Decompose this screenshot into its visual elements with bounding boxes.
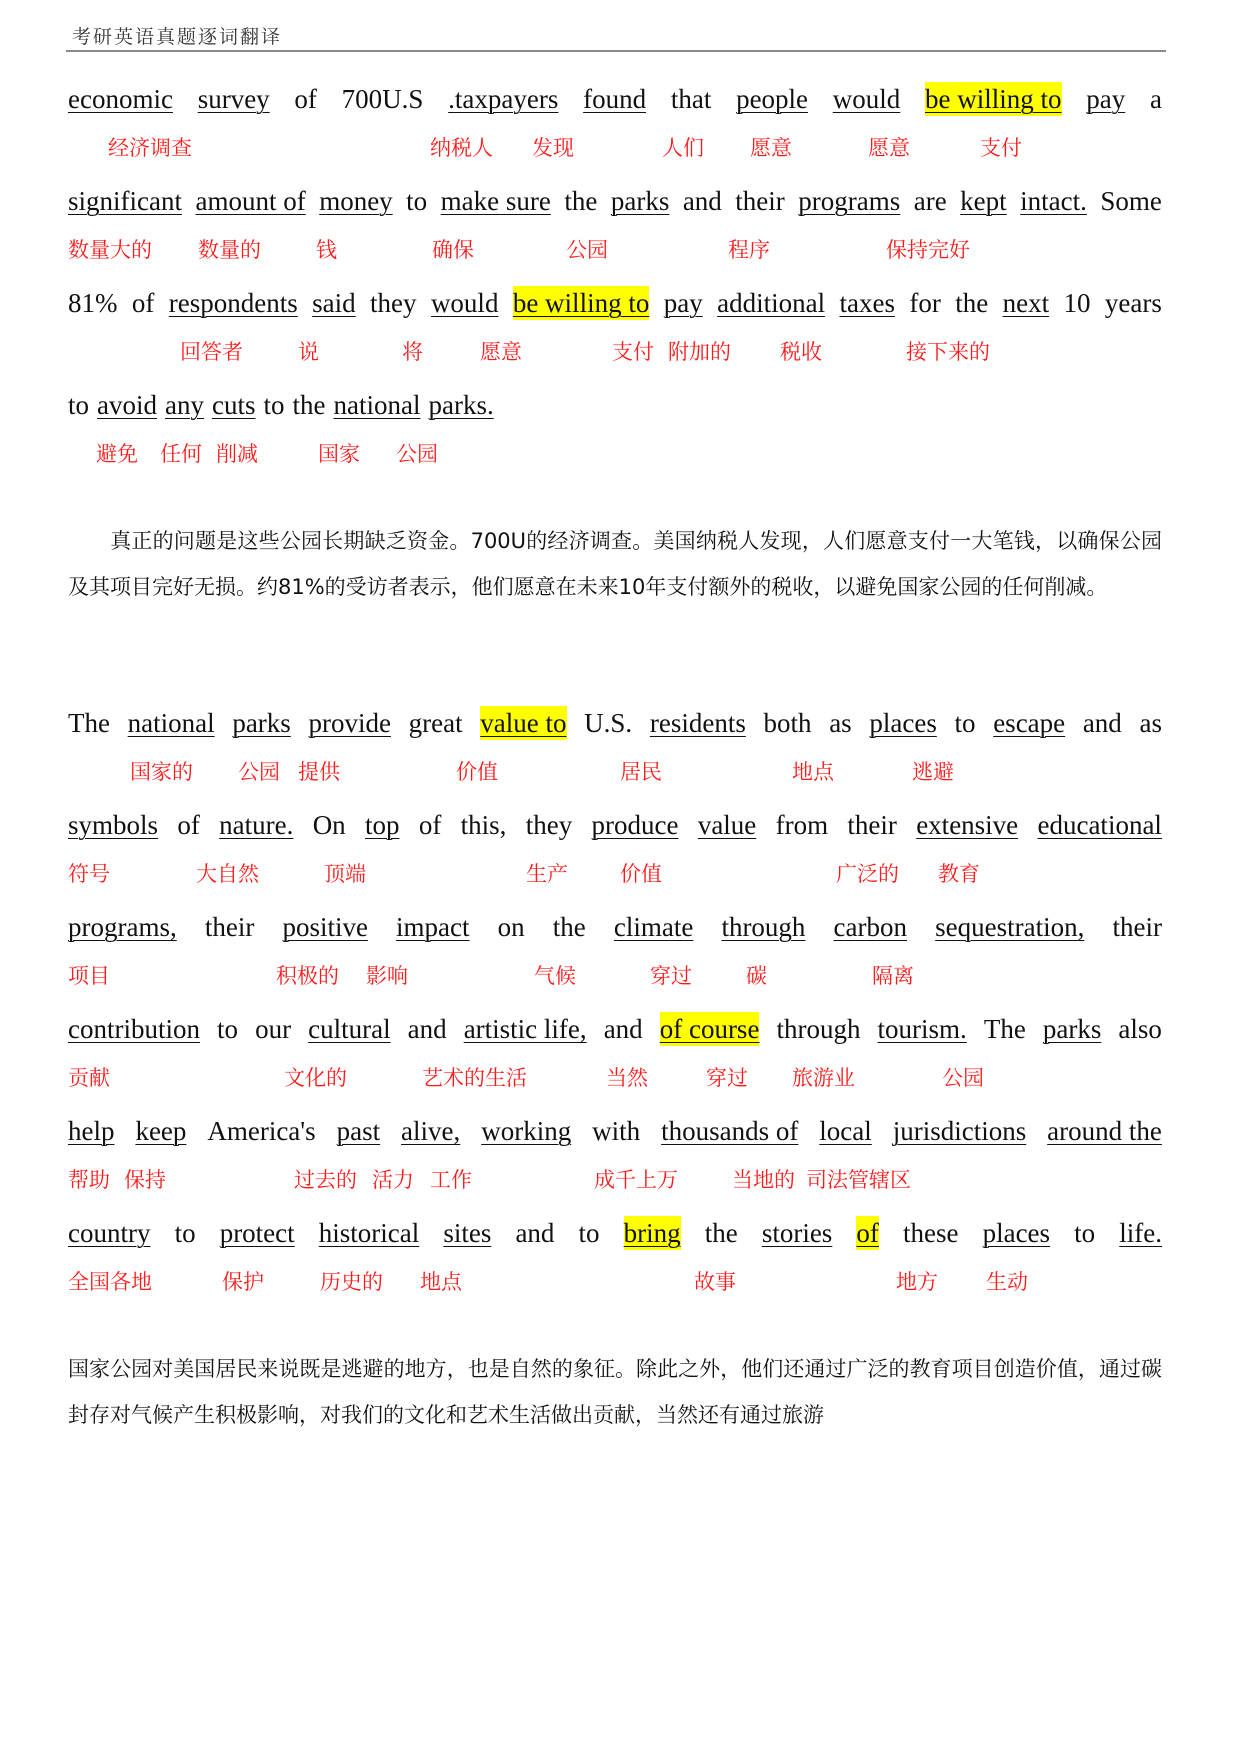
word-translation: 支付: [612, 340, 654, 364]
vocab-word: national: [127, 708, 215, 738]
word-translation: 国家: [318, 442, 360, 466]
word: and: [1082, 708, 1122, 738]
word: as: [1139, 708, 1162, 738]
translation-text: 真正的问题是这些公园长期缺乏资金。700U的经济调查。美国纳税人发现，人们愿意支付一大笔钱，以确保公园及其项目完好无损。约81%的受访者表示，他们愿意在未来10年支付额外的税收，以避免国家公园的任何削减。: [68, 529, 1162, 599]
highlighted-phrase: of course: [659, 1014, 760, 1044]
word-translation: 历史的: [320, 1270, 383, 1294]
word: and: [407, 1014, 447, 1044]
vocab-word: value: [697, 810, 757, 840]
vocab-word: survey: [197, 84, 270, 114]
word-translation: 穿过: [650, 964, 692, 988]
highlighted-phrase: value to: [480, 708, 567, 738]
vocab-word: taxes: [839, 288, 895, 318]
paragraph-2-translation: [68, 1346, 1162, 1438]
vocab-word: positive: [282, 912, 368, 942]
word-translation: 数量大的: [68, 238, 152, 262]
vocab-word: would: [832, 84, 901, 114]
word: The: [983, 1014, 1026, 1044]
word-translation: 纳税人: [430, 136, 493, 160]
word-translation: 活力: [372, 1168, 414, 1192]
word-translation: 帮助: [68, 1168, 110, 1192]
vocab-word: make sure: [440, 186, 551, 216]
vocab-word: impact: [396, 912, 470, 942]
english-line: [68, 1114, 1162, 1148]
vocab-word: tourism.: [877, 1014, 967, 1044]
vocab-word: pay: [1086, 84, 1126, 114]
word: to: [217, 1014, 239, 1044]
word-translation: 工作: [430, 1168, 472, 1192]
vocab-word: help: [68, 1116, 115, 1146]
vocab-word: cultural: [308, 1014, 391, 1044]
word: that: [670, 84, 712, 114]
word: the: [552, 912, 586, 942]
english-line: [68, 286, 1162, 320]
word-translation: 生动: [986, 1270, 1028, 1294]
word: to: [954, 708, 976, 738]
word: 10: [1063, 288, 1091, 318]
annotation-row: [0, 438, 1240, 468]
english-line: [68, 1216, 1162, 1250]
word-translation: 穿过: [706, 1066, 748, 1090]
vocab-word: additional: [717, 288, 826, 318]
word: to: [1074, 1218, 1096, 1248]
vocab-word: carbon: [833, 912, 908, 942]
highlighted-phrase: bring: [623, 1218, 681, 1248]
vocab-word: jurisdictions: [892, 1116, 1027, 1146]
annotation-row: [0, 132, 1240, 162]
word: our: [255, 1014, 292, 1044]
word-translation: 保持完好: [886, 238, 970, 262]
english-line: [68, 706, 1162, 740]
word-translation: 税收: [780, 340, 822, 364]
vocab-word: provide: [308, 708, 391, 738]
word: and: [603, 1014, 643, 1044]
english-line: [68, 184, 1162, 218]
vocab-word: escape: [993, 708, 1066, 738]
highlighted-phrase: be willing to: [512, 288, 650, 318]
word: to: [578, 1218, 600, 1248]
word-translation: 公园: [942, 1066, 984, 1090]
paragraph-1-translation: [68, 518, 1162, 610]
vocab-word: places: [982, 1218, 1051, 1248]
vocab-word: sequestration,: [935, 912, 1085, 942]
word: Some: [1100, 186, 1162, 216]
word-translation: 大自然: [196, 862, 259, 886]
word-translation: 积极的: [276, 964, 339, 988]
word: they: [525, 810, 573, 840]
word-translation: 国家的: [130, 760, 193, 784]
word-translation: 地点: [420, 1270, 462, 1294]
word: through: [776, 1014, 861, 1044]
vocab-word: working: [481, 1116, 572, 1146]
translation-text: 国家公园对美国居民来说既是逃避的地方，也是自然的象征。除此之外，他们还通过广泛的教育项目创造价值，通过碳封存对气候产生积极影响，对我们的文化和艺术生活做出贡献，当然还有通过旅游: [68, 1357, 1162, 1427]
vocab-word: keep: [135, 1116, 187, 1146]
vocab-word: .taxpayers: [448, 84, 559, 114]
word: as: [829, 708, 852, 738]
word-translation: 司法管辖区: [806, 1168, 911, 1192]
word-translation: 隔离: [872, 964, 914, 988]
annotation-row: [0, 336, 1240, 366]
word-translation: 愿意: [750, 136, 792, 160]
vocab-word: people: [736, 84, 809, 114]
word-translation: 保护: [222, 1270, 264, 1294]
annotation-row: [0, 756, 1240, 786]
word: On: [312, 810, 346, 840]
word: to: [174, 1218, 196, 1248]
vocab-word: pay: [663, 288, 703, 318]
word-translation: 艺术的生活: [422, 1066, 527, 1090]
word: this,: [460, 810, 507, 840]
vocab-word: nature.: [219, 810, 294, 840]
word-translation: 支付: [980, 136, 1022, 160]
vocab-word: parks.: [428, 390, 494, 420]
word-translation: 附加的: [668, 340, 731, 364]
vocab-word: educational: [1037, 810, 1162, 840]
word-translation: 故事: [694, 1270, 736, 1294]
word-translation: 全国各地: [68, 1270, 152, 1294]
word-translation: 地点: [792, 760, 834, 784]
word-translation: 碳: [746, 964, 767, 988]
english-line: [68, 82, 1162, 116]
word-translation: 提供: [298, 760, 340, 784]
word: the: [292, 390, 326, 420]
word: they: [370, 288, 417, 318]
vocab-word: protect: [219, 1218, 295, 1248]
vocab-word: any: [165, 390, 204, 420]
annotation-row: [0, 1266, 1240, 1296]
vocab-word: sites: [443, 1218, 492, 1248]
word: both: [763, 708, 812, 738]
vocab-word: respondents: [168, 288, 298, 318]
word-translation: 居民: [620, 760, 662, 784]
word-translation: 公园: [566, 238, 608, 262]
vocab-word: through: [721, 912, 806, 942]
word: of: [131, 288, 155, 318]
vocab-word: money: [319, 186, 393, 216]
annotation-row: [0, 858, 1240, 888]
word: and: [515, 1218, 555, 1248]
word-translation: 逃避: [912, 760, 954, 784]
vocab-word: thousands of: [661, 1116, 799, 1146]
word-translation: 项目: [68, 964, 110, 988]
word: of: [177, 810, 200, 840]
word-translation: 愿意: [868, 136, 910, 160]
word-translation: 确保: [432, 238, 474, 262]
vocab-word: parks: [1042, 1014, 1102, 1044]
word-translation: 成千上万: [594, 1168, 678, 1192]
word-translation: 教育: [938, 862, 980, 886]
annotation-row: [0, 234, 1240, 264]
word: to: [406, 186, 428, 216]
vocab-word: local: [819, 1116, 872, 1146]
vocab-word: kept: [960, 186, 1007, 216]
word-translation: 顶端: [324, 862, 366, 886]
word: 700U.S: [341, 84, 424, 114]
word-translation: 旅游业: [792, 1066, 855, 1090]
word-translation: 公园: [396, 442, 438, 466]
vocab-word: avoid: [97, 390, 158, 420]
word: years: [1104, 288, 1162, 318]
vocab-word: past: [336, 1116, 381, 1146]
word-translation: 数量的: [198, 238, 261, 262]
word-translation: 削减: [216, 442, 258, 466]
word: their: [1112, 912, 1162, 942]
annotation-row: [0, 1062, 1240, 1092]
vocab-word: significant: [68, 186, 182, 216]
english-line: [68, 1012, 1162, 1046]
word: of: [294, 84, 317, 114]
vocab-word: would: [430, 288, 499, 318]
document-title: 考研英语真题逐词翻译: [72, 26, 283, 48]
word-translation: 愿意: [480, 340, 522, 364]
word-translation: 价值: [456, 760, 498, 784]
vocab-word: extensive: [916, 810, 1019, 840]
vocab-word: places: [869, 708, 937, 738]
word: from: [775, 810, 829, 840]
vocab-word: artistic life,: [463, 1014, 587, 1044]
vocab-word: economic: [68, 84, 173, 114]
vocab-word: programs,: [68, 912, 177, 942]
vocab-word: symbols: [68, 810, 159, 840]
word: The: [68, 708, 110, 738]
highlighted-phrase: be willing to: [925, 84, 1062, 114]
word-translation: 广泛的: [836, 862, 899, 886]
word-translation: 文化的: [284, 1066, 347, 1090]
vocab-word: amount of: [195, 186, 306, 216]
word: the: [955, 288, 989, 318]
vocab-word: cuts: [212, 390, 256, 420]
word-translation: 避免: [96, 442, 138, 466]
word: of: [418, 810, 442, 840]
word: to: [263, 390, 285, 420]
word: also: [1118, 1014, 1162, 1044]
vocab-word: climate: [613, 912, 694, 942]
annotation-row: [0, 1164, 1240, 1194]
word: great: [408, 708, 463, 738]
vocab-word: around the: [1047, 1116, 1162, 1146]
word: the: [564, 186, 598, 216]
vocab-word: historical: [318, 1218, 420, 1248]
word: these: [903, 1218, 959, 1248]
word-translation: 符号: [68, 862, 110, 886]
word-translation: 生产: [526, 862, 568, 886]
word: U.S.: [584, 708, 633, 738]
word-translation: 公园: [238, 760, 280, 784]
word-translation: 钱: [316, 238, 337, 262]
word: America's: [207, 1116, 316, 1146]
word: on: [497, 912, 525, 942]
vocab-word: top: [365, 810, 400, 840]
word-translation: 经济调查: [108, 136, 192, 160]
word-translation: 价值: [620, 862, 662, 886]
word-translation: 发现: [532, 136, 574, 160]
vocab-word: country: [68, 1218, 151, 1248]
word-translation: 回答者: [180, 340, 243, 364]
word: their: [204, 912, 255, 942]
word: with: [592, 1116, 641, 1146]
word-translation: 地方: [896, 1270, 938, 1294]
vocab-word: next: [1002, 288, 1050, 318]
word-translation: 影响: [366, 964, 408, 988]
word: the: [704, 1218, 738, 1248]
word: 81%: [68, 288, 118, 318]
word: their: [735, 186, 785, 216]
word-translation: 接下来的: [906, 340, 990, 364]
word: and: [682, 186, 722, 216]
vocab-word: stories: [761, 1218, 833, 1248]
vocab-word: life.: [1119, 1218, 1162, 1248]
english-line: [68, 388, 1162, 422]
word-translation: 当然: [606, 1066, 648, 1090]
vocab-word: found: [583, 84, 647, 114]
header-divider: [66, 50, 1166, 52]
word: a: [1149, 84, 1162, 114]
vocab-word: programs: [798, 186, 901, 216]
vocab-word: national: [333, 390, 421, 420]
annotation-row: [0, 960, 1240, 990]
word-translation: 贡献: [68, 1066, 110, 1090]
word-translation: 任何: [160, 442, 202, 466]
vocab-word: said: [312, 288, 356, 318]
word-translation: 保持: [124, 1168, 166, 1192]
vocab-word: parks: [232, 708, 291, 738]
word-translation: 过去的: [294, 1168, 357, 1192]
word-translation: 当地的: [732, 1168, 795, 1192]
word-translation: 气候: [534, 964, 576, 988]
word: for: [909, 288, 941, 318]
english-line: [68, 910, 1162, 944]
word-translation: 说: [298, 340, 319, 364]
vocab-word: residents: [649, 708, 746, 738]
word: their: [847, 810, 897, 840]
word: are: [913, 186, 947, 216]
vocab-word: intact.: [1020, 186, 1087, 216]
word-translation: 程序: [728, 238, 770, 262]
word: to: [68, 390, 90, 420]
vocab-word: contribution: [68, 1014, 200, 1044]
word-translation: 将: [402, 340, 423, 364]
vocab-word: alive,: [401, 1116, 461, 1146]
vocab-word: produce: [591, 810, 679, 840]
highlighted-phrase: of: [856, 1218, 879, 1248]
word-translation: 人们: [662, 136, 704, 160]
english-line: [68, 808, 1162, 842]
vocab-word: parks: [610, 186, 670, 216]
